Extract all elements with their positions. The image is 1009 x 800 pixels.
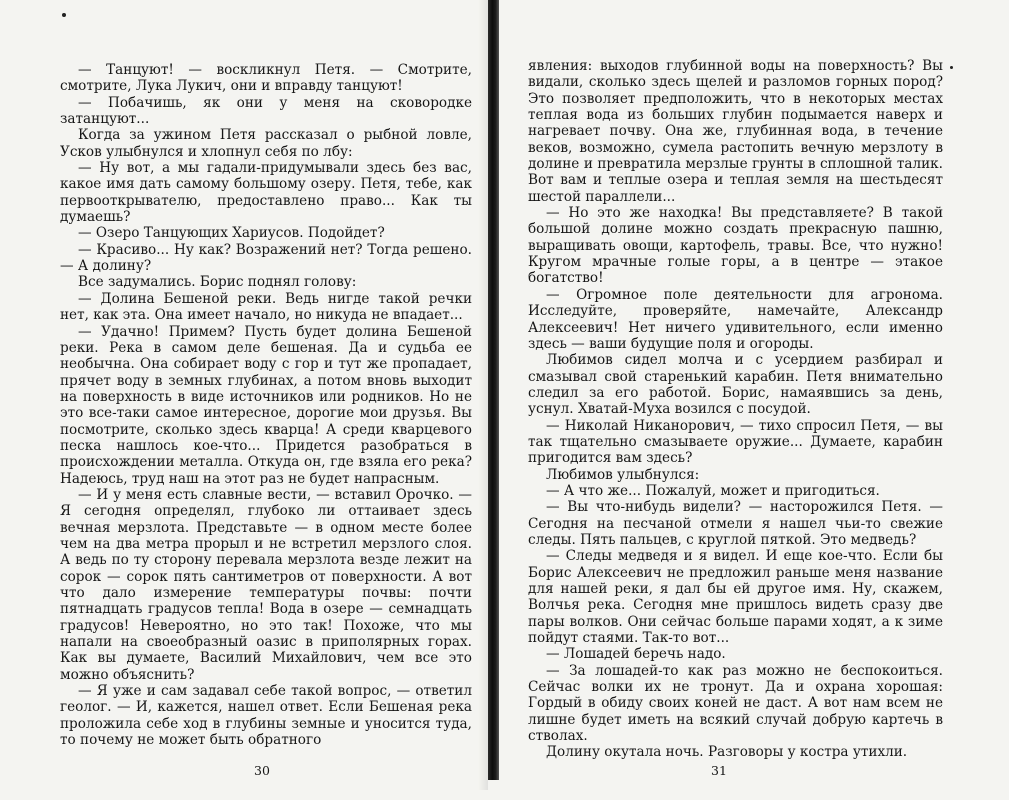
paragraph: — И у меня есть славные вести, — вставил Орочко. — Я сегодня определял, глубоко ли оттаивает здесь вечная мерзлота. Представьте — в одном месте более чем на два метра прорыл и не встретил мерзлого слоя. А ведь по ту сторону перевала мерзлота везде лежит на сорок — сорок пять сантиметров от поверхности. А вот что дало измерение температуры почвы: почти пятнадцать градусов тепла! Вода в озере — семнадцать градусов! Невероятно, но это так! Похоже, что мы напали на своеобразный оазис в приполярных горах. Как вы думаете, Василий Михайлович, чем все это можно объяснить? (60, 486, 472, 683)
paragraph: — Удачно! Примем? Пусть будет долина Бешеной реки. Река в самом деле бешеная. Да и судьба ее необычна. Она собирает воду с гор и тут же пропадает, прячет воду в земных глубинах, а потом вновь выходит на поверхность в виде источников или родников. Но не это все-таки самое интересное, дорогие мои друзья. Вы посмотрите, сколько здесь кварца! А среди кварцевого песка нашлось кое-что... Придется разобраться в происхождении металла. Откуда он, где взяла его река? Надеюсь, труд наш на этот раз не будет напрасным. (60, 323, 472, 487)
page-number-left: 30 (254, 763, 270, 778)
gutter-shadow (478, 0, 488, 790)
paragraph: — Но это же находка! Вы представляете? В такой большой долине можно создать прекрасную пашню, выращивать овощи, картофель, травы. Все, что нужно! Кругом мрачные голые горы, а в центре — этакое богатство! (528, 205, 943, 287)
paragraph: явления: выходов глубинной воды на поверхность? Вы видали, сколько здесь щелей и разломов горных пород? Это позволяет предположить, что в некоторых местах теплая вода из больших глубин подымается наверх и нагревает почву. Она же, глубинная вода, в течение веков, возможно, сумела растопить вечную мерзлоту в долине и превратила мерзлые грунты в сплошной талик. Вот вам и теплые озера и теплая земля на шестьдесят шестой параллели... (528, 58, 943, 205)
book-gutter (488, 0, 499, 780)
left-page-text (60, 62, 472, 748)
paragraph: — А что же... Пожалуй, может и пригодиться. (546, 482, 880, 499)
paragraph: — Я уже и сам задавал себе такой вопрос, — ответил геолог. — И, кажется, нашел ответ. Если Бешеная река проложила себе ход в глубины земные и уносится туда, то почему не может быть обратного (60, 683, 472, 749)
paragraph: — Николай Никанорович, — тихо спросил Петя, — вы так тщательно смазываете оружие... Думаете, карабин пригодится вам здесь? (528, 417, 943, 467)
paragraph: — Лошадей беречь надо. (546, 646, 726, 663)
paragraph: — Красиво... Ну как? Возражений нет? Тогда решено. — А долину? (60, 241, 472, 275)
paragraph: — Озеро Танцующих Хариусов. Подойдет? (78, 225, 385, 242)
paragraph: Любимов сидел молча и с усердием разбирал и смазывал свой старенький карабин. Петя внимательно следил за его работой. Борис, намаявшись за день, уснул. Хватай-Муха возился с посудой. (528, 352, 943, 418)
paragraph: — Следы медведя и я видел. И еще кое-что. Если бы Борис Алексеевич не предложил раньше меня название для нашей реки, я дал бы ей другое имя. Ну, скажем, Волчья река. Сегодня мне пришлось видеть сразу две пары волков. Они сейчас больше парами ходят, а к зиме пойдут стаями. Так-то вот... (528, 548, 943, 647)
ink-speck (950, 66, 953, 69)
paragraph: — Долина Бешеной реки. Ведь нигде такой речки нет, как эта. Она имеет начало, но никуда не впадает... (60, 290, 472, 324)
paragraph: — Вы что-нибудь видели? — насторожился Петя. — Сегодня на песчаной отмели я нашел чьи-то свежие следы. Пять пальцев, с круглой пяткой. Это медведь? (528, 499, 943, 548)
paragraph: — Огромное поле деятельности для агронома. Исследуйте, проверяйте, намечайте, Александр Алексеевич! Нет ничего удивительного, если именно здесь — ваши будущие поля и огороды. (528, 286, 943, 352)
paragraph: Любимов улыбнулся: (546, 466, 700, 483)
paragraph: Когда за ужином Петя рассказал о рыбной ловле, Усков улыбнулся и хлопнул себя по лбу: (60, 127, 472, 160)
right-page-text (528, 58, 943, 761)
paragraph: — За лошадей-то как раз можно не беспокоиться. Сейчас волки их не тронут. Да и охрана хорошая: Гордый в обиду своих коней не даст. А вот нам всем не лишне будет иметь на всякий случай добрую картечь в стволах. (528, 662, 943, 745)
ink-speck (62, 13, 66, 17)
page-number-right: 31 (711, 763, 727, 778)
paragraph: — Танцуют! — воскликнул Петя. — Смотрите, смотрите, Лука Лукич, они и вправду танцуют! (60, 62, 472, 95)
paragraph: — Побачишь, як они у меня на сковородке затанцуют... (60, 94, 472, 128)
paragraph: Все задумались. Борис поднял голову: (78, 274, 357, 291)
paragraph: — Ну вот, а мы гадали-придумывали здесь без вас, какое имя дать самому большому озеру. Петя, тебе, как первооткрывателю, предоставлено право... Как ты думаешь? (60, 160, 472, 226)
paragraph: Долину окутала ночь. Разговоры у костра утихли. (546, 744, 908, 761)
